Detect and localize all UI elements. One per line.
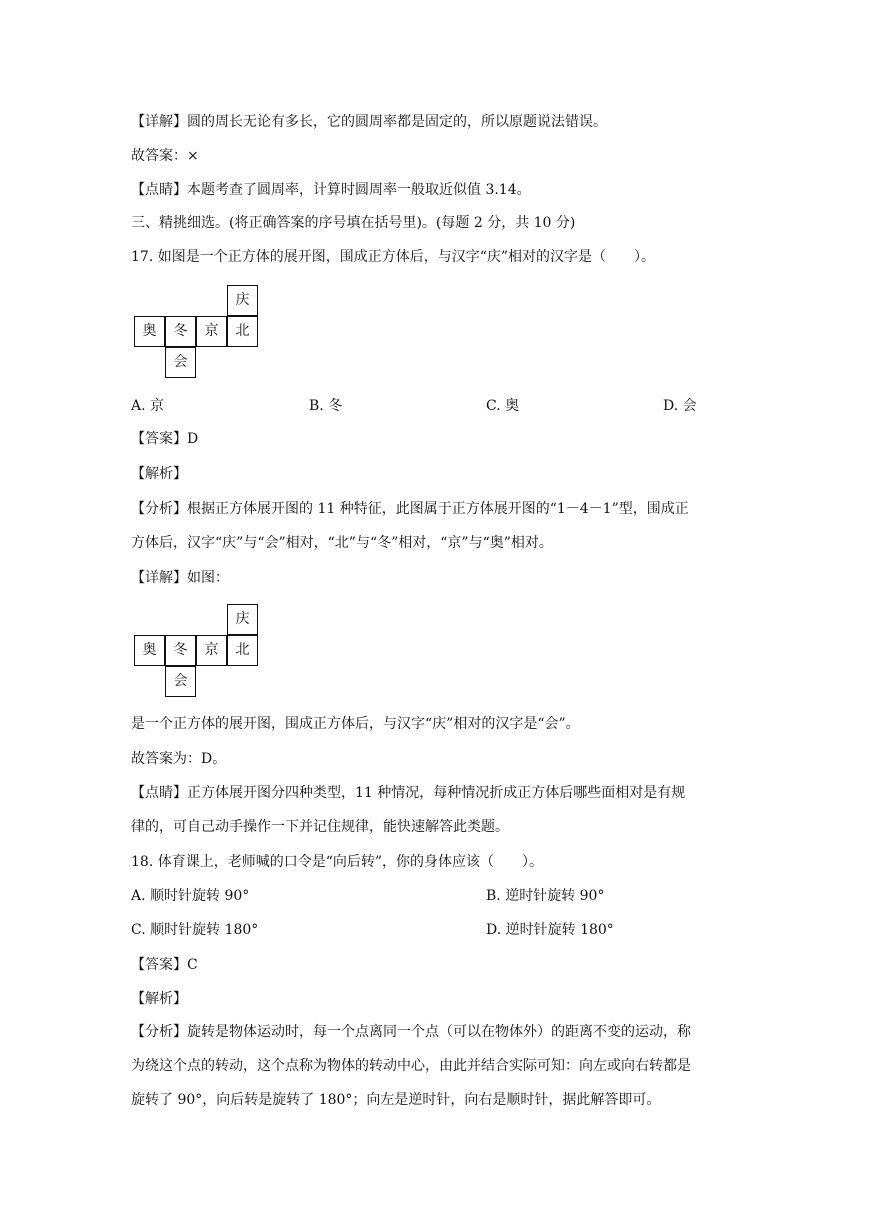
cube-net-cell: 北 [227, 316, 258, 347]
jiexi-18: 【解析】 [131, 991, 187, 1007]
cube-net-cell: 庆 [227, 604, 258, 635]
analysis-18-line-2: 为绕这个点的转动，这个点称为物体的转动中心，由此并结合实际可知：向左或向右转都是 [131, 1058, 691, 1074]
q18-option-a: A. 顺时针旋转 90° [131, 888, 250, 904]
q18-option-c: C. 顺时针旋转 180° [131, 922, 259, 938]
cube-net-figure-2 [134, 604, 258, 698]
cube-net-cell: 奥 [134, 316, 165, 347]
cube-net-cell: 会 [165, 347, 196, 378]
answer-17: 【答案】D [131, 431, 199, 447]
question-17: 17. 如图是一个正方体的展开图，围成正方体后，与汉字“庆”相对的汉字是（ ）。 [131, 249, 656, 265]
cube-net-figure-1 [134, 285, 258, 379]
cube-net-cell: 庆 [227, 285, 258, 316]
analysis-18-line-1: 【分析】旋转是物体运动时，每一个点离同一个点（可以在物体外）的距离不变的运动，称 [131, 1024, 691, 1040]
comment-16: 【点睛】本题考查了圆周率，计算时圆周率一般取近似值 3.14。 [131, 182, 531, 198]
cube-net-cell: 冬 [165, 635, 196, 666]
question-18: 18. 体育课上，老师喊的口令是“向后转”，你的身体应该（ ）。 [131, 854, 544, 870]
q17-option-a: A. 京 [131, 398, 165, 414]
q18-option-b: B. 逆时针旋转 90° [486, 888, 605, 904]
cube-net-cell: 北 [227, 635, 258, 666]
analysis-17-line-1: 【分析】根据正方体展开图的 11 种特征，此图属于正方体展开图的“1－4－1”型，围成正 [131, 501, 689, 517]
detail-16: 【详解】圆的周长无论有多长，它的圆周率都是固定的，所以原题说法错误。 [131, 114, 607, 130]
analysis-17-line-2: 方体后，汉字“庆”与“会”相对，“北”与“冬”相对，“京”与“奥”相对。 [131, 535, 553, 551]
q18-option-d: D. 逆时针旋转 180° [486, 922, 614, 938]
cube-net-cell: 奥 [134, 635, 165, 666]
answer-16: 故答案：× [131, 148, 199, 164]
q17-option-d: D. 会 [663, 398, 697, 414]
cube-net-cell: 京 [196, 316, 227, 347]
answer-18: 【答案】C [131, 957, 198, 973]
cube-net-cell: 冬 [165, 316, 196, 347]
final-answer-17: 故答案为：D。 [131, 751, 227, 767]
detail-17: 【详解】如图： [131, 570, 229, 586]
conclusion-17: 是一个正方体的展开图，围成正方体后，与汉字“庆”相对的汉字是“会”。 [131, 716, 580, 732]
comment-17-line-2: 律的，可自己动手操作一下并记住规律，能快速解答此类题。 [131, 819, 509, 835]
analysis-18-line-3: 旋转了 90°，向后转是旋转了 180°；向左是逆时针，向右是顺时针，据此解答即可。 [131, 1092, 661, 1108]
cube-net-cell: 会 [165, 666, 196, 697]
q17-option-b: B. 冬 [309, 398, 343, 414]
jiexi-17: 【解析】 [131, 466, 187, 482]
section-3-heading: 三、精挑细选。(将正确答案的序号填在括号里)。(每题 2 分，共 10 分) [131, 215, 576, 231]
comment-17-line-1: 【点睛】正方体展开图分四种类型，11 种情况，每种情况折成正方体后哪些面相对是有规 [131, 785, 686, 801]
q17-option-c: C. 奥 [486, 398, 520, 414]
cube-net-cell: 京 [196, 635, 227, 666]
